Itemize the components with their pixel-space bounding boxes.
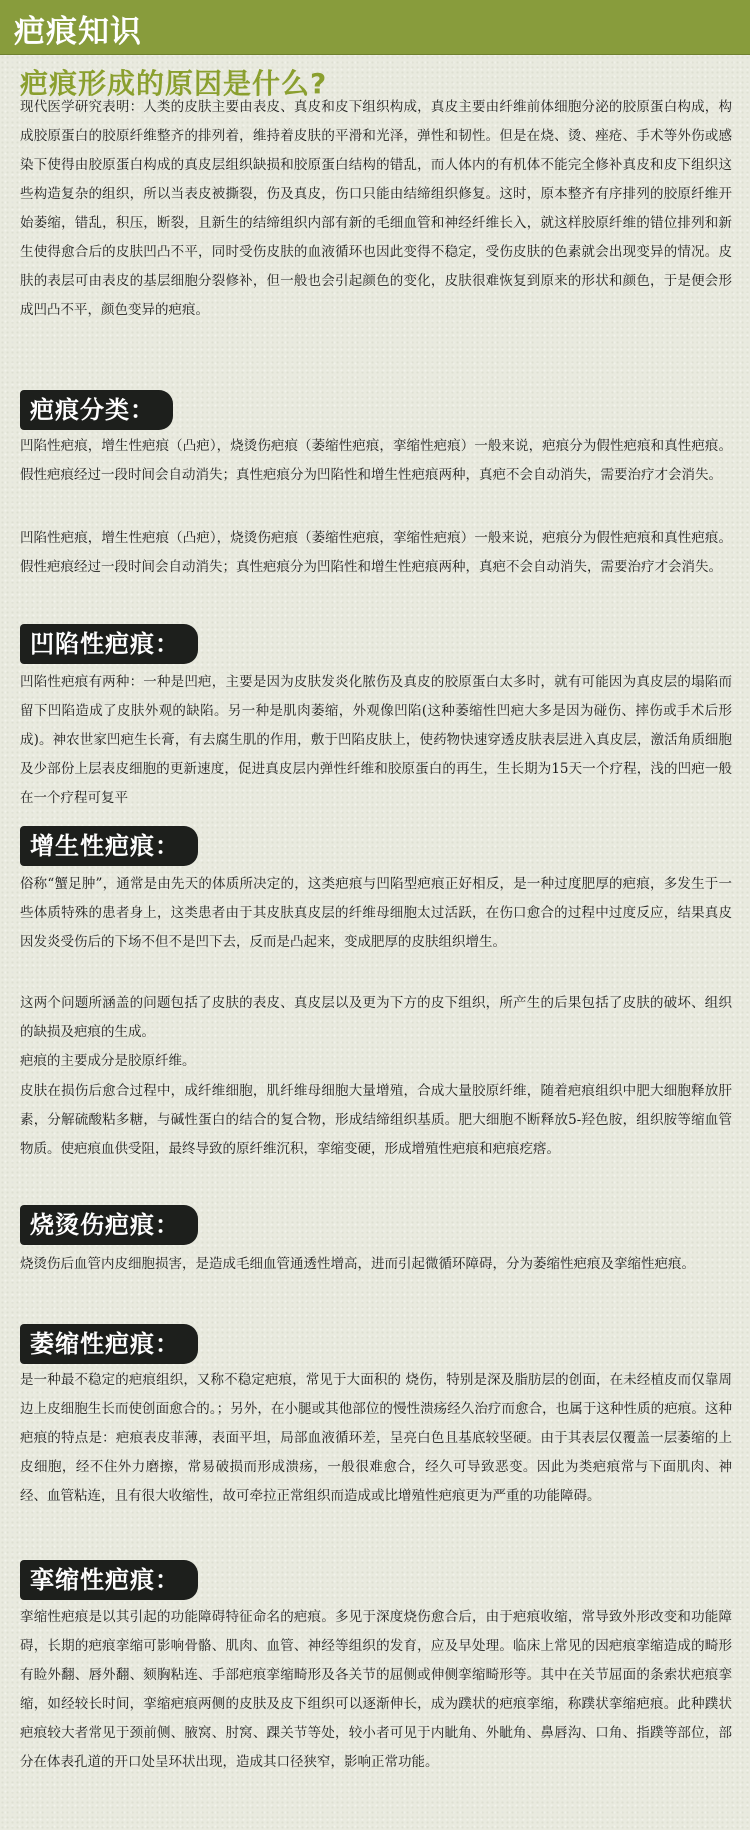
section-title-burn-scar: 烧烫伤疤痕： — [20, 1205, 198, 1245]
atrophic-scar-paragraph: 是一种最不稳定的疤痕组织，又称不稳定疤痕，常见于大面积的 烧伤，特别是深及脂肪层的创面，在未经植皮而仅靠周边上皮细胞生长而使创面愈合的。；另外，在小腿或其他部位的慢性溃疡经久治疗而愈合，也属于这种性质的疤痕。这种疤痕的特点是：疤痕表皮菲薄，表面平坦，局部血液循环差，呈亮白色且基底较坚硬。由于其表层仅覆盖一层萎缩的上皮细胞，经不住外力磨擦，常易破损而形成溃疡，一般很难愈合，经久可导致恶变。因此为类疤痕常与下面肌肉、神经、血管粘连，且有很大收缩性，故可牵拉正常组织而造成或比增殖性疤痕更为严重的功能障碍。 — [20, 1372, 732, 1504]
page-title: 疤痕知识 — [14, 14, 142, 50]
hypertrophic-scar-paragraph-3: 疤痕的主要成分是胶原纤维。 — [20, 1053, 196, 1069]
header-bar — [0, 0, 750, 55]
section-title-depressed-scar: 凹陷性疤痕： — [20, 624, 198, 664]
depressed-scar-paragraph: 凹陷性疤痕有两种：一种是凹疤，主要是因为皮肤发炎化脓伤及真皮的胶原蛋白太多时，就有可能因为真皮层的塌陷而留下凹陷造成了皮肤外观的缺陷。另一种是肌肉萎缩，外观像凹陷(这种萎缩性凹疤大多是因为碰伤、摔伤或手术后形成)。神农世家凹疤生长膏，有去腐生肌的作用，敷于凹陷皮肤上，使药物快速穿透皮肤表层进入真皮层，激活角质细胞及少部份上层表皮细胞的更新速度，促进真皮层内弹性纤维和胶原蛋白的再生，生长期为15天一个疗程，浅的凹疤一般在一个疗程可复平 — [20, 674, 732, 806]
section-title-hypertrophic-scar: 增生性疤痕： — [20, 826, 198, 866]
hypertrophic-scar-paragraph-4: 皮肤在损伤后愈合过程中，成纤维细胞，肌纤维母细胞大量增殖，合成大量胶原纤维，随着疤痕组织中肥大细胞释放肝素，分解硫酸粘多糖，与碱性蛋白的结合的复合物，形成结缔组织基质。肥大细胞不断释放5-羟色胺，组织胺等缩血管物质。使疤痕血供受阻，最终导致的原纤维沉积，挛缩变硬，形成增殖性疤痕和疤痕疙瘩。 — [20, 1083, 732, 1157]
classification-paragraph-1: 凹陷性疤痕，增生性疤痕（凸疤），烧烫伤疤痕（萎缩性疤痕，挛缩性疤痕）一般来说，疤痕分为假性疤痕和真性疤痕。假性疤痕经过一段时间会自动消失；真性疤痕分为凹陷性和增生性疤痕两种，真疤不会自动消失，需要治疗才会消失。 — [20, 438, 732, 483]
intro-paragraph: 现代医学研究表明：人类的皮肤主要由表皮、真皮和皮下组织构成，真皮主要由纤维前体细胞分泌的胶原蛋白构成，构成胶原蛋白的胶原纤维整齐的排列着，维持着皮肤的平滑和光泽，弹性和韧性。但是在烧、烫、痤疮、手术等外伤或感染下使得由胶原蛋白构成的真皮层组织缺损和胶原蛋白结构的错乱，而人体内的有机体不能完全修补真皮和皮下组织这些构造复杂的组织，所以当表皮被撕裂，伤及真皮，伤口只能由结缔组织修复。这时，原本整齐有序排列的胶原纤维开始萎缩，错乱，积压，断裂，且新生的结缔组织内部有新的毛细血管和神经纤维长入，就这样胶原纤维的错位排列和新生使得愈合后的皮肤凹凸不平，同时受伤皮肤的血液循环也因此变得不稳定，受伤皮肤的色素就会出现变异的情况。皮肤的表层可由表皮的基层细胞分裂修补，但一般也会引起颜色的变化，皮肤很难恢复到原来的形状和颜色，于是便会形成凹凸不平，颜色变异的疤痕。 — [20, 99, 732, 318]
classification-paragraph-2: 凹陷性疤痕，增生性疤痕（凸疤），烧烫伤疤痕（萎缩性疤痕，挛缩性疤痕）一般来说，疤痕分为假性疤痕和真性疤痕。假性疤痕经过一段时间会自动消失；真性疤痕分为凹陷性和增生性疤痕两种，真疤不会自动消失，需要治疗才会消失。 — [20, 530, 732, 575]
contracture-scar-paragraph: 挛缩性疤痕是以其引起的功能障碍特征命名的疤痕。多见于深度烧伤愈合后，由于疤痕收缩，常导致外形改变和功能障碍，长期的疤痕挛缩可影响骨骼、肌肉、血管、神经等组织的发育，应及早处理。临床上常见的因疤痕挛缩造成的畸形有睑外翻、唇外翻、颏胸粘连、手部疤痕挛缩畸形及各关节的屈侧或伸侧挛缩畸形等。其中在关节屈面的条索状疤痕挛缩，如经较长时间，挛缩疤痕两侧的皮肤及皮下组织可以逐渐伸长，成为蹼状的疤痕挛缩，称蹼状挛缩疤痕。此种蹼状疤痕较大者常见于颈前侧、腋窝、肘窝、踝关节等处，较小者可见于内眦角、外眦角、鼻唇沟、口角、指蹼等部位，部分在体表孔道的开口处呈环状出现，造成其口径狭窄，影响正常功能。 — [20, 1609, 732, 1770]
section-title-classification: 疤痕分类： — [20, 390, 173, 430]
article-headline: 疤痕形成的原因是什么? — [20, 67, 328, 100]
burn-scar-paragraph: 烧烫伤后血管内皮细胞损害，是造成毛细血管通透性增高，进而引起微循环障碍，分为萎缩性疤痕及挛缩性疤痕。 — [20, 1256, 695, 1272]
section-title-contracture-scar: 挛缩性疤痕： — [20, 1560, 198, 1600]
hypertrophic-scar-paragraph-2: 这两个问题所涵盖的问题包括了皮肤的表皮、真皮层以及更为下方的皮下组织，所产生的后果包括了皮肤的破坏、组织的缺损及疤痕的生成。 — [20, 995, 732, 1040]
hypertrophic-scar-paragraph-1: 俗称“蟹足肿”，通常是由先天的体质所决定的，这类疤痕与凹陷型疤痕正好相反，是一种过度肥厚的疤痕，多发生于一些体质特殊的患者身上，这类患者由于其皮肤真皮层的纤维母细胞太过活跃，在伤口愈合的过程中过度反应，结果真皮因发炎受伤后的下场不但不是凹下去，反而是凸起来，变成肥厚的皮肤组织增生。 — [20, 876, 732, 950]
section-title-atrophic-scar: 萎缩性疤痕： — [20, 1324, 198, 1364]
